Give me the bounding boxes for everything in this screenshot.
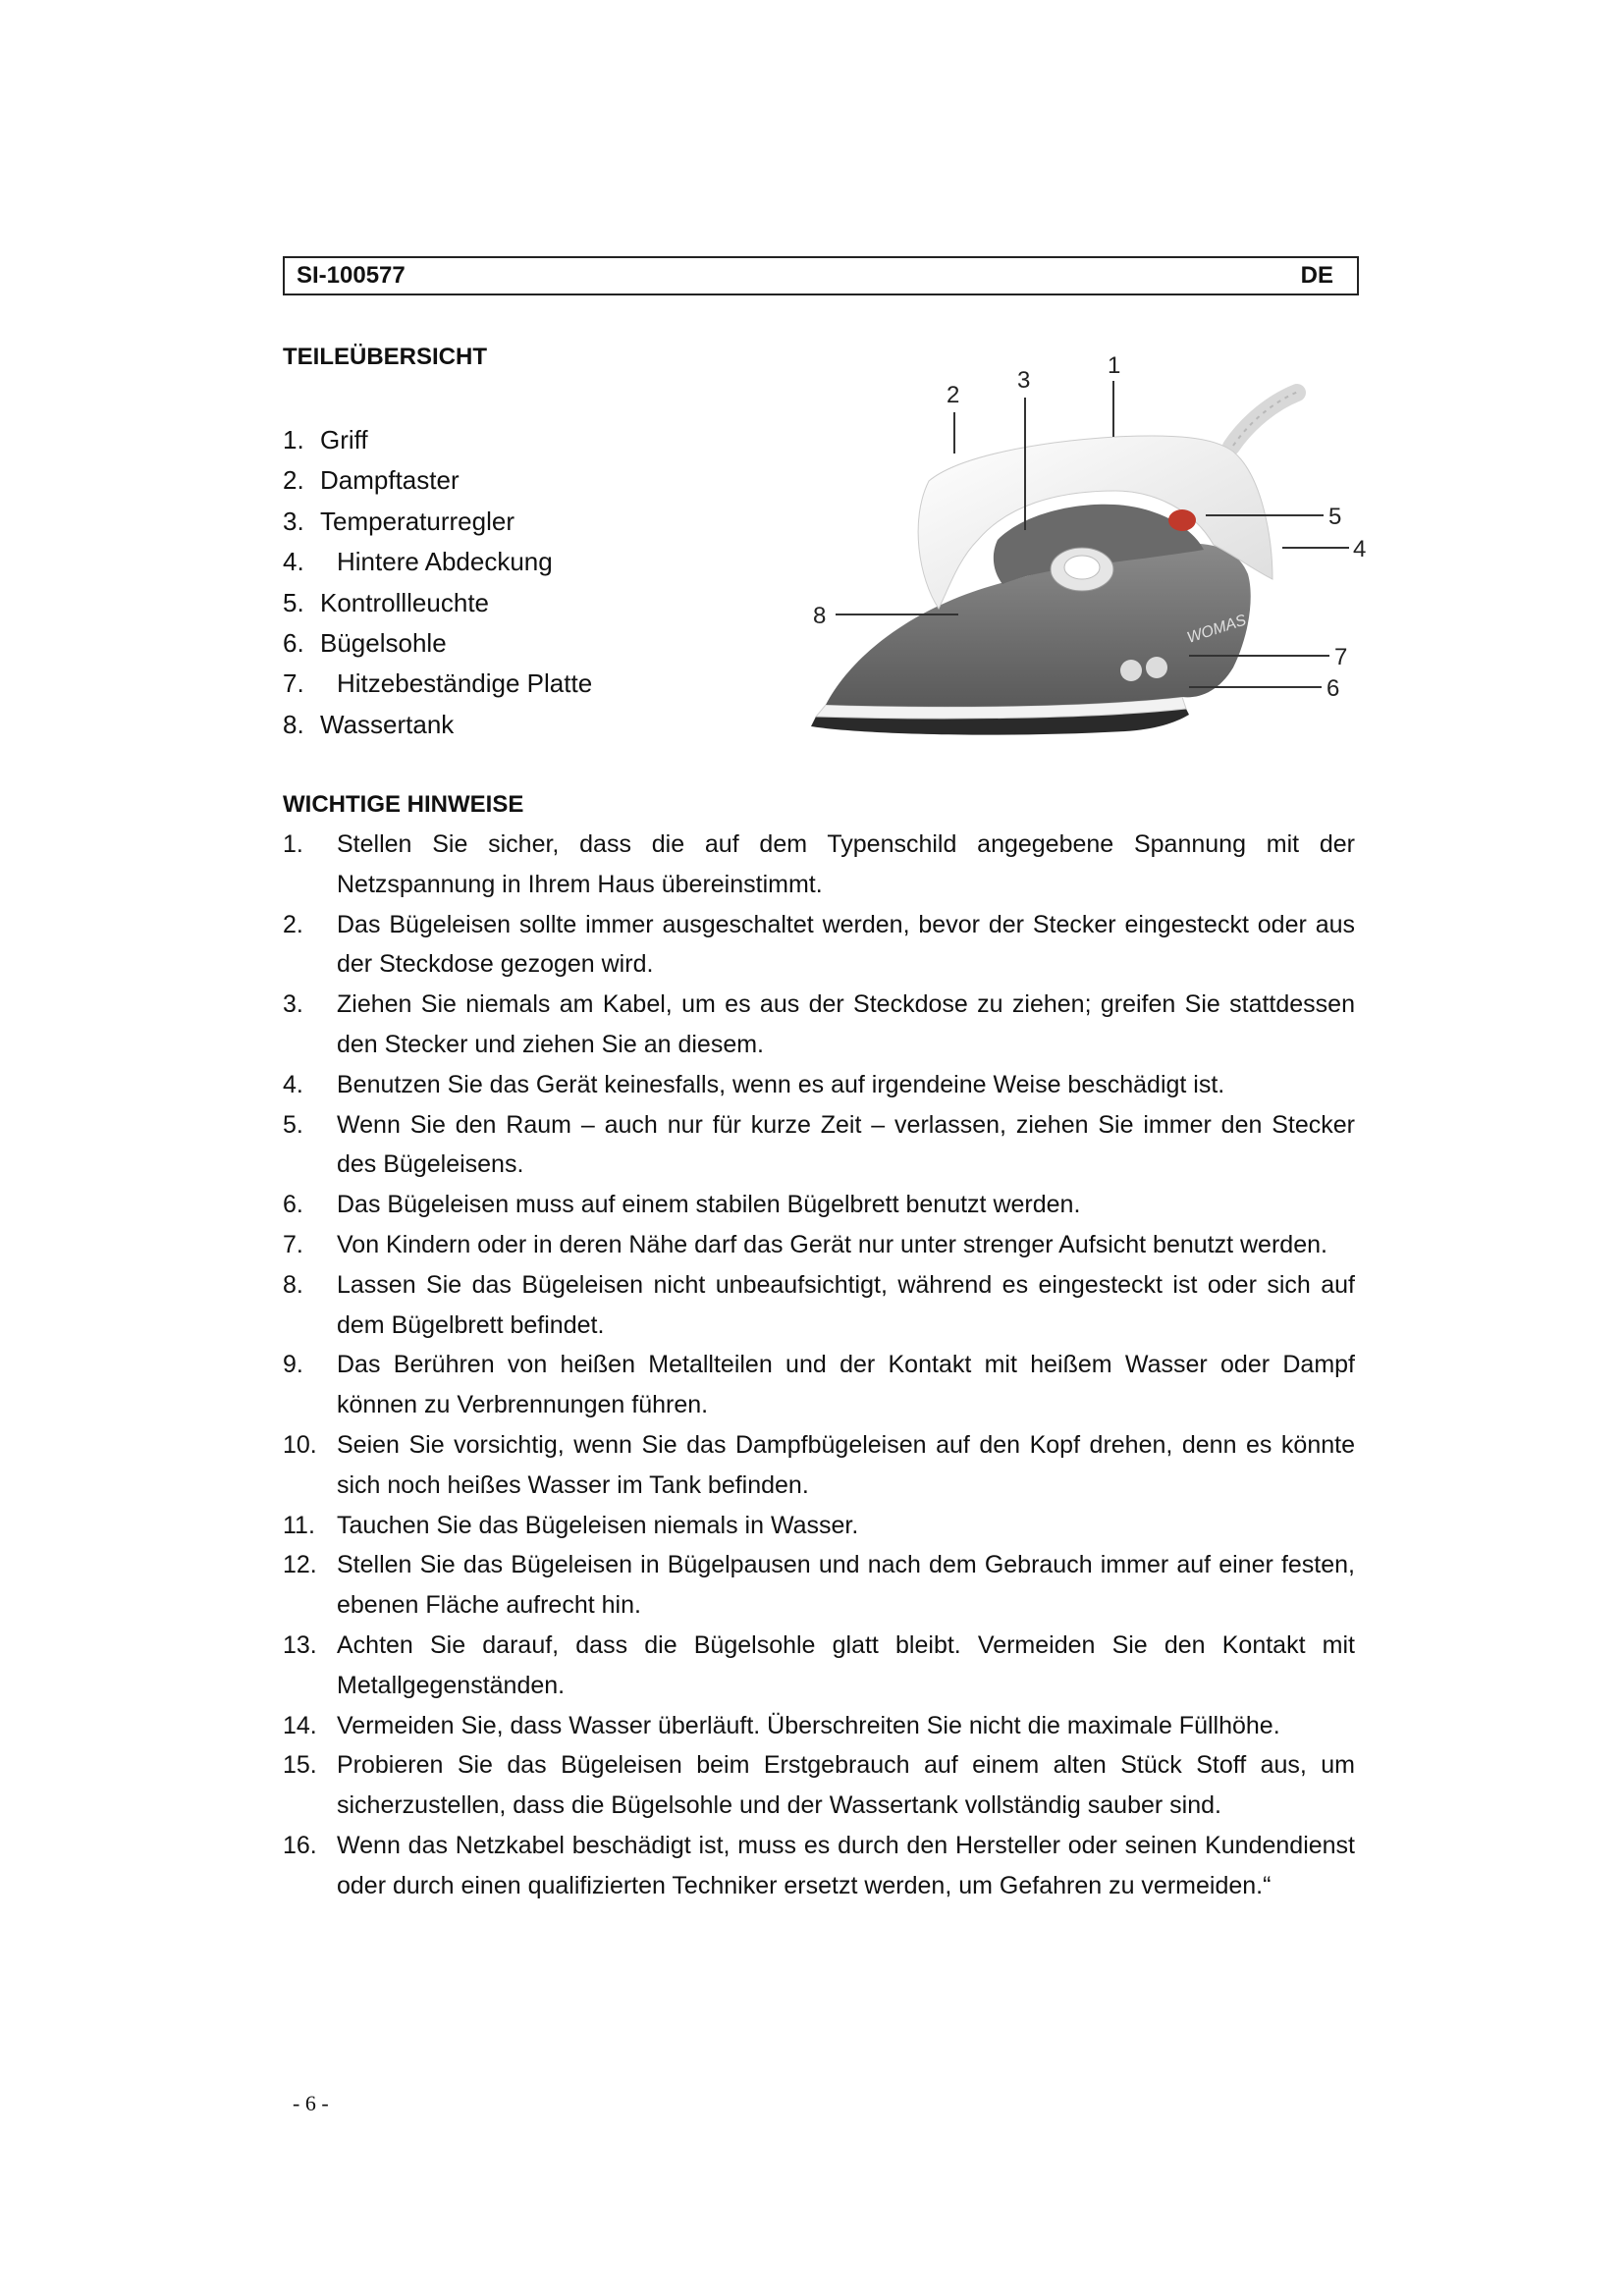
notes-list bbox=[283, 825, 1355, 1906]
callout-6: 6 bbox=[1326, 675, 1340, 702]
list-item: 13. Achten Sie darauf, dass die Bügelsohle glatt bleibt. Vermeiden Sie den Kontakt mit Metallgegenständen. bbox=[283, 1630, 1355, 1699]
list-item: 10. Seien Sie vorsichtig, wenn Sie das Dampfbügeleisen auf den Kopf drehen, denn es könnte sich noch heißes Wasser im Tank befinden. bbox=[283, 1430, 1355, 1499]
list-item: 7. Von Kindern oder in deren Nähe darf das Gerät nur unter strenger Aufsicht benutzt werden. bbox=[283, 1230, 1327, 1258]
steam-burst-icon bbox=[1120, 660, 1142, 681]
brand-logo: WOMAS bbox=[1184, 612, 1249, 647]
list-item: 15. Probieren Sie das Bügeleisen beim Erstgebrauch auf einem alten Stück Stoff aus, um sicherzustellen, dass die Bügelsohle und der Wassertank vollständig sauber sind. bbox=[283, 1751, 1355, 1820]
notes-section-title: WICHTIGE HINWEISE bbox=[283, 791, 524, 818]
spray-icon bbox=[1146, 657, 1167, 678]
parts-list bbox=[283, 420, 592, 745]
model-number: SI-100577 bbox=[297, 262, 406, 289]
callout-5: 5 bbox=[1328, 504, 1342, 530]
callout-4: 4 bbox=[1353, 536, 1367, 562]
list-item: 1. Griff bbox=[283, 425, 368, 454]
list-item: 3. Ziehen Sie niemals am Kabel, um es aus der Steckdose zu ziehen; greifen Sie stattdessen den Stecker und ziehen Sie an diesem. bbox=[283, 990, 1355, 1058]
document-header bbox=[283, 256, 1359, 295]
indicator-light bbox=[1168, 509, 1196, 531]
list-item: 4. Benutzen Sie das Gerät keinesfalls, wenn es auf irgendeine Weise beschädigt ist. bbox=[283, 1070, 1225, 1098]
page-number: - 6 - bbox=[293, 2091, 329, 2115]
language-code: DE bbox=[1300, 262, 1333, 289]
list-item: 11. Tauchen Sie das Bügeleisen niemals in Wasser. bbox=[283, 1511, 859, 1539]
list-item: 12. Stellen Sie das Bügeleisen in Bügelpausen und nach dem Gebrauch immer auf einer festen, ebenen Fläche aufrecht hin. bbox=[283, 1551, 1355, 1620]
list-item: 2. Das Bügeleisen sollte immer ausgeschaltet werden, bevor der Stecker eingesteckt oder aus der Steckdose gezogen wird. bbox=[283, 910, 1355, 979]
list-item: 2. Dampftaster bbox=[283, 465, 460, 496]
list-item: 7. Hitzebeständige Platte bbox=[283, 668, 593, 699]
callout-8: 8 bbox=[813, 603, 827, 629]
list-item: 8. Wassertank bbox=[283, 709, 455, 739]
iron-diagram bbox=[801, 344, 1380, 756]
list-item: 3. Temperaturregler bbox=[283, 506, 514, 536]
callout-7: 7 bbox=[1334, 644, 1348, 670]
list-item: 14. Vermeiden Sie, dass Wasser überläuft. Überschreiten Sie nicht die maximale Füllhöhe. bbox=[283, 1711, 1280, 1739]
list-item: 4. Hintere Abdeckung bbox=[283, 547, 553, 577]
callout-2: 2 bbox=[947, 382, 960, 408]
list-item: 9. Das Berühren von heißen Metallteilen und der Kontakt mit heißem Wasser oder Dampf können zu Verbrennungen führen. bbox=[283, 1351, 1355, 1419]
parts-section-title: TEILEÜBERSICHT bbox=[283, 344, 488, 370]
cord bbox=[1231, 392, 1298, 447]
callout-3: 3 bbox=[1017, 367, 1031, 394]
callout-1: 1 bbox=[1108, 352, 1121, 379]
list-item: 5. Wenn Sie den Raum – auch nur für kurze Zeit – verlassen, ziehen Sie immer den Stecker des Bügeleisens. bbox=[283, 1110, 1355, 1179]
list-item: 6. Bügelsohle bbox=[283, 628, 447, 659]
list-item: 1. Stellen Sie sicher, dass die auf dem Typenschild angegebene Spannung mit der Netzspannung in Ihrem Haus übereinstimmt. bbox=[283, 830, 1355, 898]
list-item: 6. Das Bügeleisen muss auf einem stabilen Bügelbrett benutzt werden. bbox=[283, 1191, 1081, 1219]
list-item: 5. Kontrollleuchte bbox=[283, 587, 489, 617]
list-item: 8. Lassen Sie das Bügeleisen nicht unbeaufsichtigt, während es eingesteckt ist oder sich auf dem Bügelbrett befindet. bbox=[283, 1270, 1355, 1339]
list-item: 16. Wenn das Netzkabel beschädigt ist, muss es durch den Hersteller oder seinen Kundendienst oder durch einen qualifizierten Techniker ersetzt werden, um Gefahren zu vermeiden.“ bbox=[283, 1831, 1355, 1899]
